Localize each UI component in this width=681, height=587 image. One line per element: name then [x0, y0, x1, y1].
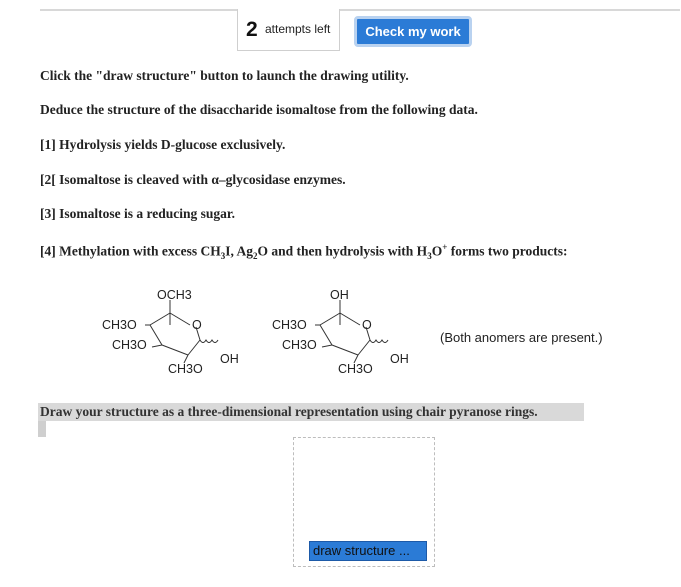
s1-left-label-2: CH3O: [112, 338, 147, 352]
s1-left-label-1: CH3O: [102, 318, 137, 332]
fact-4: [4] Methylation with excess $CH_3I$, $Ag_2O$ and then hydrolysis with $H_3O^+$ forms two products:: [40, 242, 568, 262]
s2-left-label-1: CH3O: [272, 318, 307, 332]
question-prompt: Deduce the structure of the disaccharide isomaltose from the following data.: [40, 102, 478, 117]
s2-left-label-2: CH3O: [282, 338, 317, 352]
attempts-indicator: [237, 9, 340, 51]
s2-ring-oxygen: O: [362, 318, 372, 332]
anomers-note: (Both anomers are present.): [440, 330, 603, 345]
product-structure-2: [315, 300, 388, 363]
s2-top-label: OH: [330, 288, 349, 302]
fact-3: [3] Isomaltose is a reducing sugar.: [40, 206, 236, 221]
instruction-text: Click the "draw structure" button to launch the drawing utility.: [40, 68, 409, 83]
prompt-marker: [38, 421, 46, 437]
fact-1: [1] Hydrolysis yields D-glucose exclusively.: [40, 137, 286, 152]
check-my-work-button[interactable]: Check my work: [354, 16, 472, 47]
product-structure-1: [145, 300, 218, 363]
s1-top-label: OCH3: [157, 288, 192, 302]
fact-2: [2[ Isomaltose is cleaved with α–glycosidase enzymes.: [40, 172, 346, 187]
attempts-count: 2: [246, 18, 258, 41]
s2-oh-label: OH: [390, 352, 409, 366]
top-divider: [40, 9, 680, 11]
s2-bottom-label: CH3O: [338, 362, 373, 376]
s1-ring-oxygen: O: [192, 318, 202, 332]
s1-oh-label: OH: [220, 352, 239, 366]
draw-prompt: Draw your structure as a three-dimensional representation using chair pyranose rings.: [38, 403, 584, 421]
draw-structure-button[interactable]: draw structure ...: [309, 541, 427, 561]
s1-bottom-label: CH3O: [168, 362, 203, 376]
attempts-label: attempts left: [265, 22, 331, 36]
